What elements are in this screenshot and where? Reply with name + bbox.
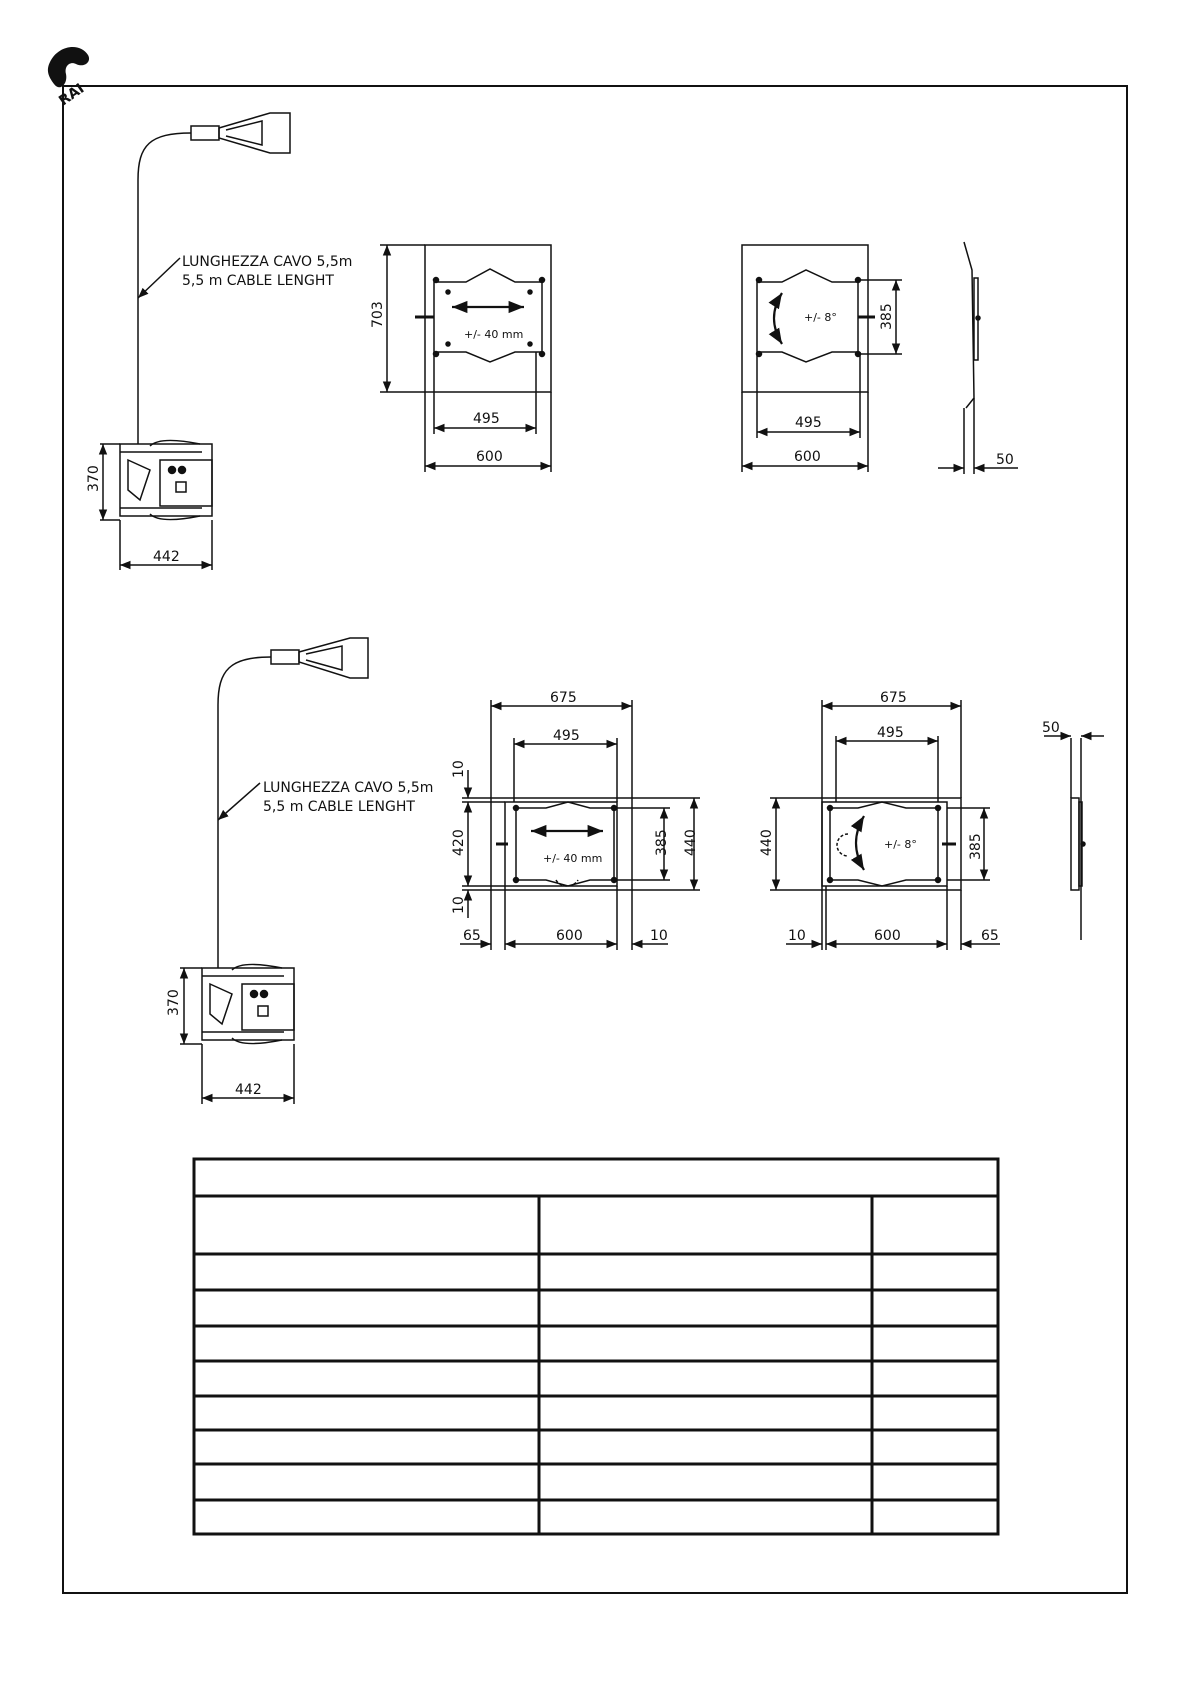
view2-tilt-bottom-right: 65 — [981, 928, 999, 944]
view2-front-bottom-left: 65 — [463, 928, 481, 944]
view1-base-width: 442 — [153, 549, 180, 565]
view1-front-outer-width: 600 — [476, 449, 503, 465]
view2-side-depth: 50 — [1042, 720, 1060, 736]
view2-base-width: 442 — [235, 1082, 262, 1098]
view1-tilt-inner-width: 495 — [795, 415, 822, 431]
view2-front-left-top: 10 — [451, 760, 467, 778]
view1-cable-label-en: 5,5 m CABLE LENGHT — [182, 273, 334, 289]
view2-front-right-inner: 385 — [654, 829, 670, 856]
view2-front-motion: +/- 40 mm — [543, 852, 603, 865]
view2 — [180, 638, 1104, 1104]
view2-front-bottom-mid: 600 — [556, 928, 583, 944]
view2-tilt-bottom-mid: 600 — [874, 928, 901, 944]
view1-tilt-outer-width: 600 — [794, 449, 821, 465]
view1-front-height: 703 — [370, 301, 386, 328]
lamp-head-icon — [191, 113, 290, 153]
view1 — [100, 113, 1018, 570]
view1-side-panel — [964, 242, 980, 474]
view1-front-inner-width: 495 — [473, 411, 500, 427]
view2-cable-label-en: 5,5 m CABLE LENGHT — [263, 799, 415, 815]
view1-front-motion: +/- 40 mm — [464, 328, 524, 341]
lamp-head-icon-2 — [271, 638, 368, 678]
view1-tilt-motion: +/- 8° — [804, 311, 837, 324]
view2-front-top-inner: 495 — [553, 728, 580, 744]
view2-tilt-right: 385 — [968, 833, 984, 860]
base-unit-icon — [120, 440, 212, 519]
base-unit-icon-2 — [202, 964, 294, 1043]
view1-cable-label-it: LUNGHEZZA CAVO 5,5m — [182, 254, 353, 270]
view2-front-left-mid: 420 — [451, 829, 467, 856]
view1-tilt-height: 385 — [879, 303, 895, 330]
logo-text: RAI — [56, 80, 88, 110]
view2-tilt-motion: +/- 8° — [884, 838, 917, 851]
view1-side-depth: 50 — [996, 452, 1014, 468]
rai-logo — [48, 47, 89, 109]
view2-front-left-bot: 10 — [451, 896, 467, 914]
view2-front-right-outer: 440 — [683, 829, 699, 856]
view2-tilt-top-inner: 495 — [877, 725, 904, 741]
view2-side-panel — [1071, 738, 1085, 940]
view2-front-top-outer: 675 — [550, 690, 577, 706]
view2-front-bottom-right: 10 — [650, 928, 668, 944]
view1-base-height: 370 — [86, 465, 102, 492]
view2-tilt-left: 440 — [759, 829, 775, 856]
view2-cable-label-it: LUNGHEZZA CAVO 5,5m — [263, 780, 434, 796]
view1-front-panel — [415, 245, 551, 392]
view2-tilt-bottom-left: 10 — [788, 928, 806, 944]
view2-tilt-top-outer: 675 — [880, 690, 907, 706]
title-block-table — [194, 1159, 998, 1534]
view2-front-panel — [491, 798, 632, 890]
view2-base-height: 370 — [166, 989, 182, 1016]
